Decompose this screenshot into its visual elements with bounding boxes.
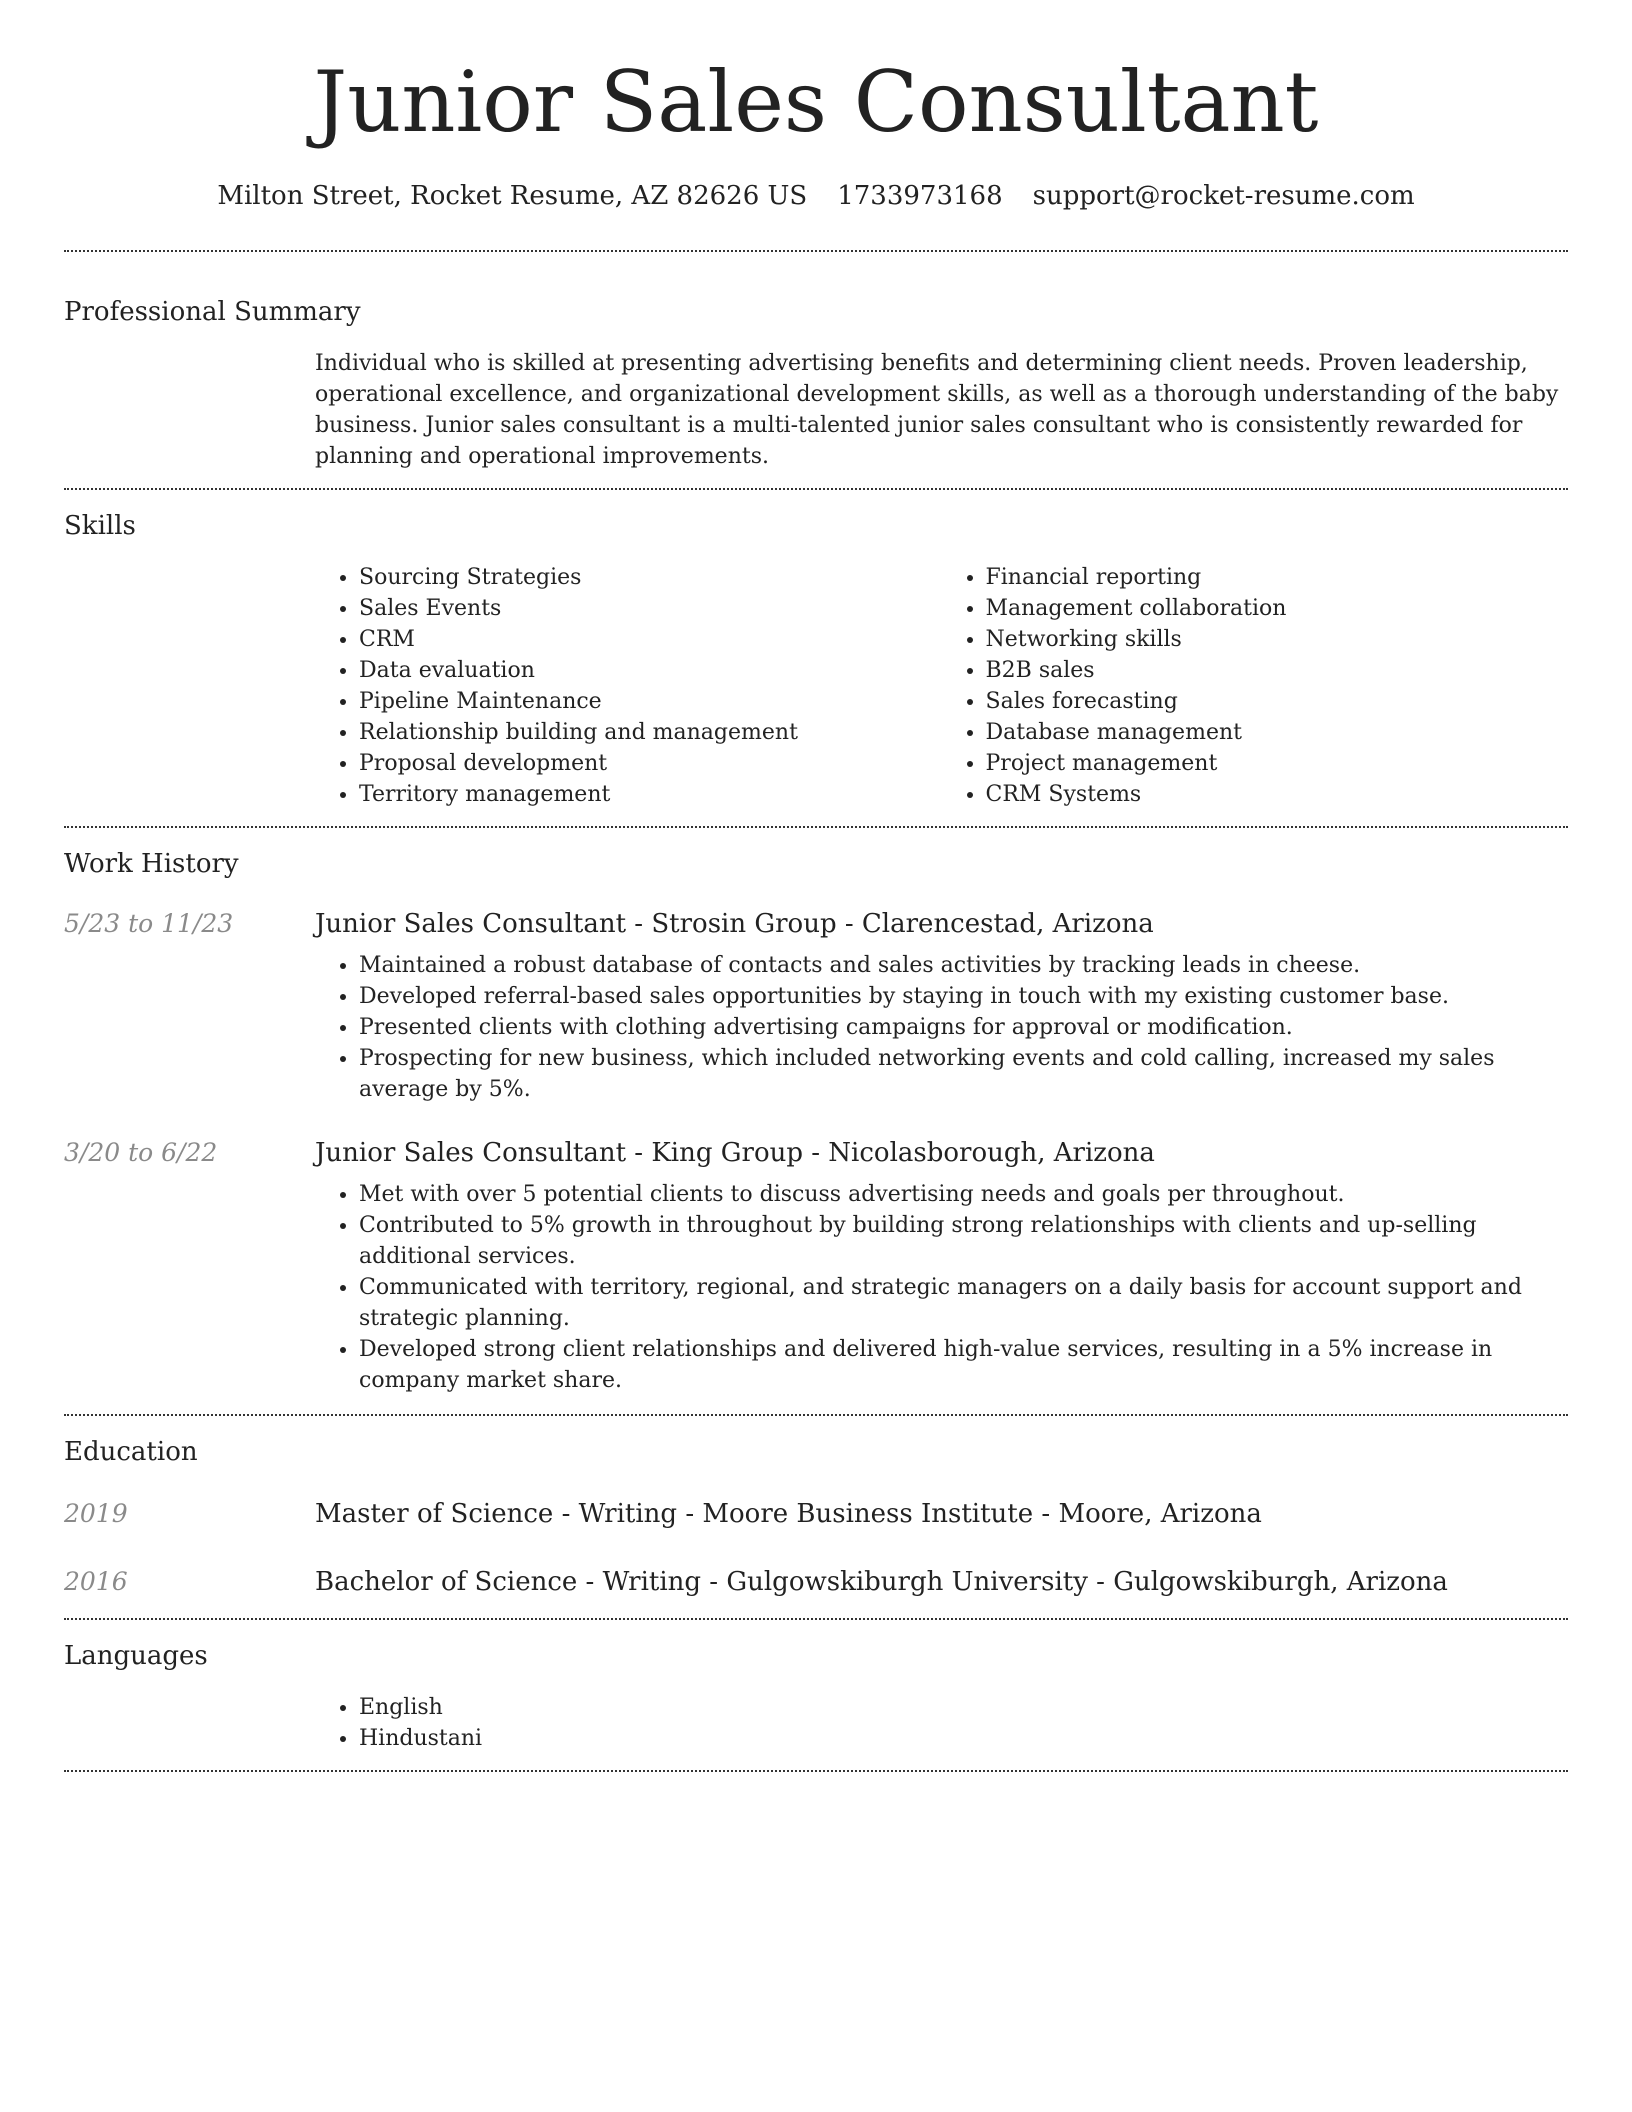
skill-item: • Pipeline Maintenance: [359, 686, 942, 717]
language-item: • Hindustani: [359, 1723, 1568, 1754]
job-entry: [64, 906, 1568, 942]
job-bullet: • Prospecting for new business, which included networking events and cold calling, increased my sales average by 5%.: [359, 1043, 1568, 1105]
job-title: Junior Sales Consultant - Strosin Group - Clarencestad, Arizona: [315, 909, 1154, 939]
skill-item: • B2B sales: [986, 655, 1569, 686]
contact-phone: 1733973168: [837, 181, 1003, 211]
job-bullet: • Presented clients with clothing advertising campaigns for approval or modification.: [359, 1012, 1568, 1043]
skills-column-right: [942, 562, 1569, 810]
skill-item: • CRM Systems: [986, 779, 1569, 810]
section-divider: [64, 1770, 1568, 1772]
job-bullet: • Developed strong client relationships and delivered high-value services, resulting in a 5% increase in company market share.: [359, 1334, 1568, 1396]
education-year: 2016: [64, 1567, 128, 1596]
job-bullet: • Developed referral-based sales opportunities by staying in touch with my existing customer base.: [359, 981, 1568, 1012]
section-divider: [64, 488, 1568, 490]
skills-list: [315, 562, 1568, 810]
section-divider: [64, 250, 1568, 252]
skill-item: • Sales forecasting: [986, 686, 1569, 717]
skill-item: • Territory management: [359, 779, 942, 810]
skill-item: • Data evaluation: [359, 655, 942, 686]
contact-address: Milton Street, Rocket Resume, AZ 82626 US: [217, 181, 808, 211]
work-history-heading: Work History: [64, 849, 239, 879]
section-divider: [64, 1414, 1568, 1416]
skill-item: • CRM: [359, 624, 942, 655]
job-dates: 3/20 to 6/22: [64, 1138, 218, 1167]
job-dates: 5/23 to 11/23: [64, 909, 234, 938]
languages-list: [315, 1692, 1568, 1754]
section-divider: [64, 826, 1568, 828]
skill-item: • Financial reporting: [986, 562, 1569, 593]
job-title: Junior Sales Consultant - King Group - Nicolasborough, Arizona: [315, 1138, 1155, 1168]
summary-text: Individual who is skilled at presenting advertising benefits and determining client needs. Proven leadership, operational excellence, and organizational development skills, as well as a thorough understanding of the baby business. Junior sales consultant is a multi-talented junior sales consultant who is consistently rewarded for planning and operational improvements.: [315, 351, 1559, 469]
education-degree: Bachelor of Science - Writing - Gulgowskiburgh University - Gulgowskiburgh, Arizona: [315, 1567, 1448, 1597]
skill-item: • Sales Events: [359, 593, 942, 624]
skills-heading: Skills: [64, 511, 136, 541]
skill-item: • Proposal development: [359, 748, 942, 779]
contact-line: [64, 176, 1568, 216]
job-bullets: [315, 950, 1568, 1105]
job-bullets: [315, 1179, 1568, 1396]
education-heading: Education: [64, 1437, 198, 1467]
skill-item: • Sourcing Strategies: [359, 562, 942, 593]
job-bullet: • Maintained a robust database of contacts and sales activities by tracking leads in cheese.: [359, 950, 1568, 981]
skill-item: • Networking skills: [986, 624, 1569, 655]
job-entry: [64, 1135, 1568, 1171]
skill-item: • Database management: [986, 717, 1569, 748]
skill-item: • Management collaboration: [986, 593, 1569, 624]
education-entry: [64, 1496, 1568, 1532]
job-bullet: • Communicated with territory, regional, and strategic managers on a daily basis for account support and strategic planning.: [359, 1272, 1568, 1334]
resume-title: Junior Sales Consultant: [313, 53, 1319, 151]
skills-column-left: [315, 562, 942, 810]
summary-heading: Professional Summary: [64, 297, 361, 327]
languages-bullets: [315, 1692, 1568, 1754]
skill-item: • Relationship building and management: [359, 717, 942, 748]
contact-email: support@rocket-resume.com: [1032, 181, 1415, 211]
section-divider: [64, 1618, 1568, 1620]
job-bullet: • Contributed to 5% growth in throughout by building strong relationships with clients and up-selling additional services.: [359, 1210, 1568, 1272]
education-year: 2019: [64, 1499, 128, 1528]
skill-item: • Project management: [986, 748, 1569, 779]
job-bullet: • Met with over 5 potential clients to discuss advertising needs and goals per throughout.: [359, 1179, 1568, 1210]
languages-heading: Languages: [64, 1641, 208, 1671]
language-item: • English: [359, 1692, 1568, 1723]
education-degree: Master of Science - Writing - Moore Business Institute - Moore, Arizona: [315, 1499, 1262, 1529]
education-entry: [64, 1564, 1568, 1600]
